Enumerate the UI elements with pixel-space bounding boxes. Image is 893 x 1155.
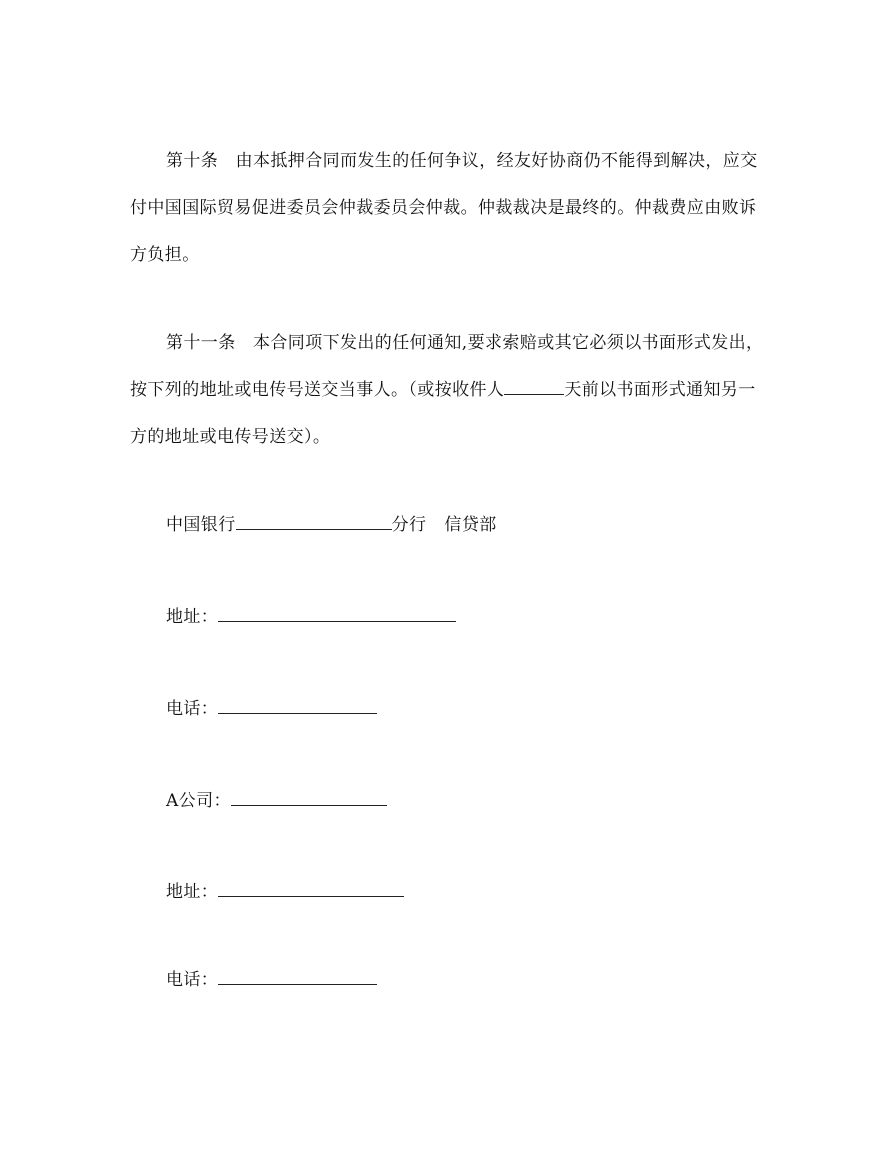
article-11-line-2 bbox=[130, 367, 775, 414]
bank-address-label: 地址： bbox=[166, 607, 219, 627]
company-label: A公司： bbox=[166, 791, 231, 811]
article-11-paragraph bbox=[130, 320, 775, 461]
company-field bbox=[166, 789, 387, 813]
article-10-paragraph bbox=[130, 138, 775, 279]
article-10-line-3: 方负担。 bbox=[130, 245, 200, 265]
bank-name-field bbox=[166, 513, 497, 537]
company-address-label: 地址： bbox=[166, 882, 219, 902]
article-10-line-1: 第十条 由本抵押合同而发生的任何争议，经友好协商仍不能得到解决，应交 bbox=[166, 151, 758, 171]
company-address-field bbox=[166, 880, 404, 904]
company-phone-label: 电话： bbox=[166, 970, 219, 990]
days-blank[interactable] bbox=[504, 378, 564, 395]
bank-address-field bbox=[166, 605, 456, 629]
article-11-line-2-after: 天前以书面形式通知另一 bbox=[564, 380, 756, 400]
branch-label: 分行 bbox=[391, 515, 427, 535]
article-11-line-3: 方的地址或电传号送交）。 bbox=[130, 427, 331, 447]
article-11-line-1: 第十一条 本合同项下发出的任何通知,要求索赔或其它必须以书面形式发出， bbox=[166, 333, 764, 353]
bank-phone-blank[interactable] bbox=[218, 697, 377, 714]
article-11-line-2-before: 按下列的地址或电传号送交当事人。（或按收件人 bbox=[130, 380, 505, 400]
bank-label: 中国银行 bbox=[166, 515, 236, 535]
credit-dept-label: 信贷部 bbox=[444, 515, 497, 535]
company-address-blank[interactable] bbox=[218, 880, 404, 897]
bank-address-blank[interactable] bbox=[218, 605, 456, 622]
company-blank[interactable] bbox=[231, 789, 387, 806]
company-phone-blank[interactable] bbox=[218, 968, 377, 985]
article-10-line-2: 付中国国际贸易促进委员会仲裁委员会仲裁。仲裁裁决是最终的。仲裁费应由败诉 bbox=[130, 198, 757, 218]
bank-phone-label: 电话： bbox=[166, 699, 219, 719]
bank-phone-field bbox=[166, 697, 377, 721]
company-phone-field bbox=[166, 968, 377, 992]
bank-branch-blank[interactable] bbox=[236, 513, 392, 530]
